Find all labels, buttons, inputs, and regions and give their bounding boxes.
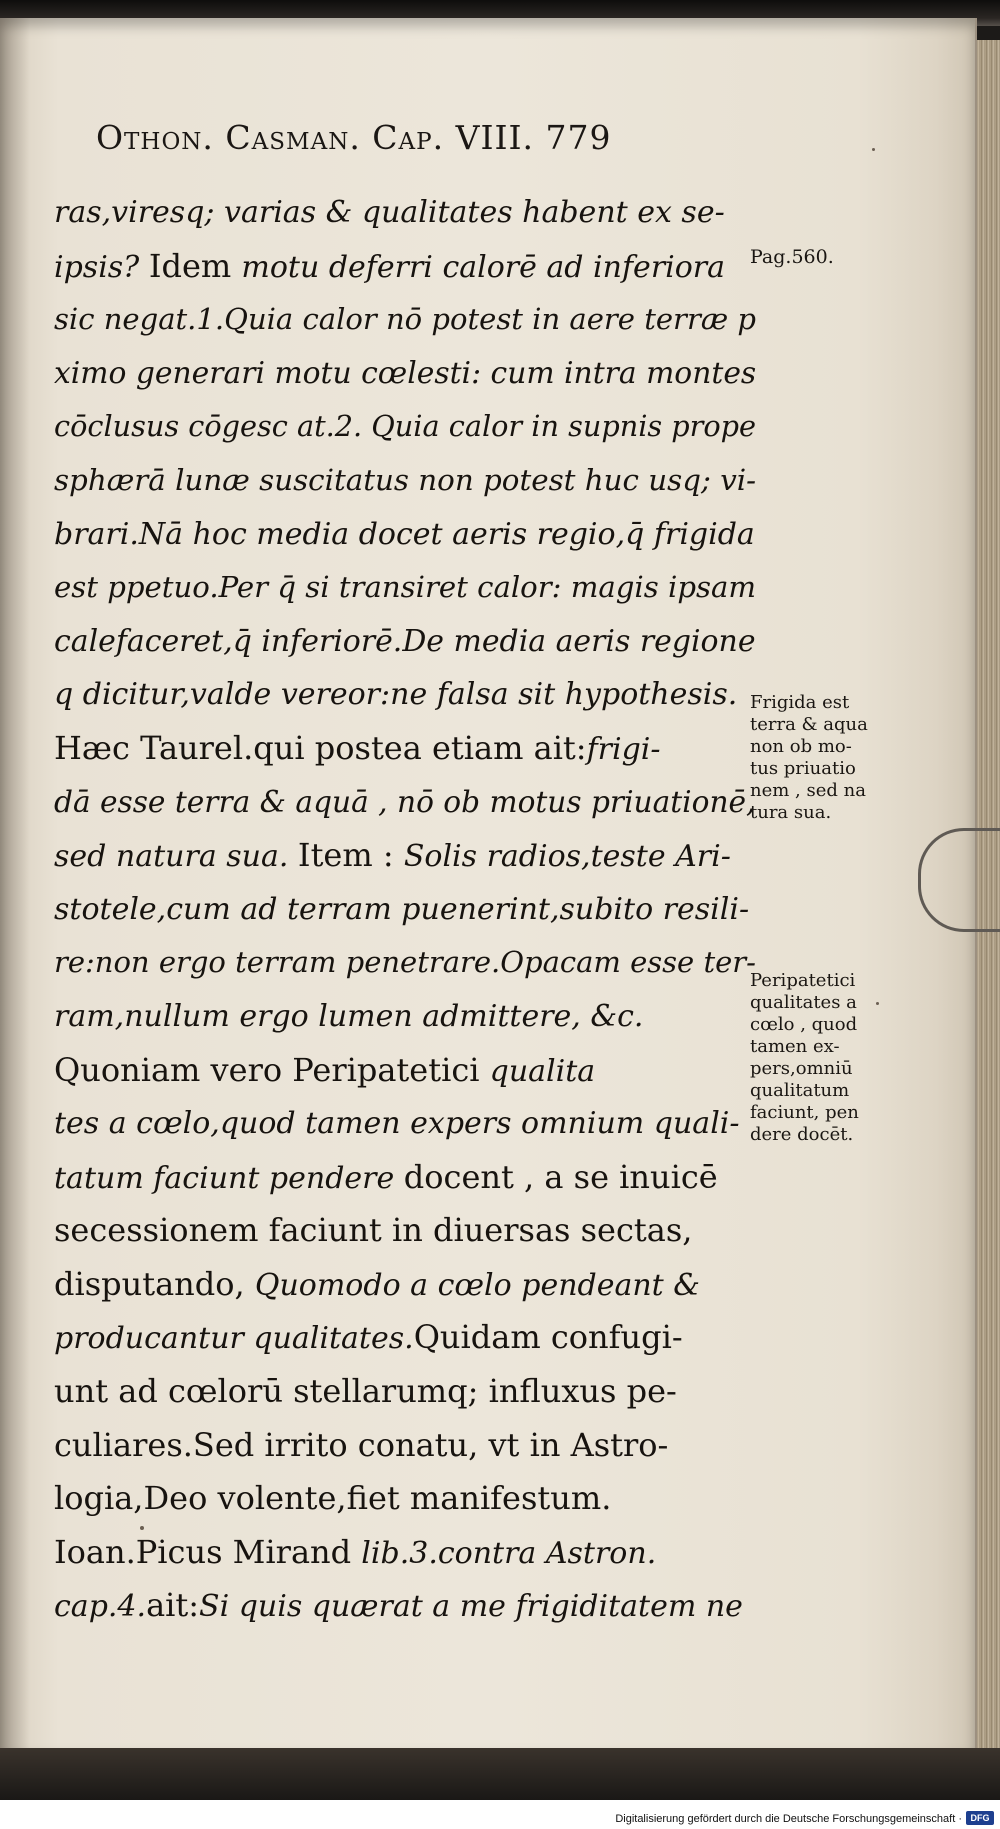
paper-speck (872, 148, 875, 151)
italic-segment: re:non ergo terram penetrare.Opacam esse ter- (54, 945, 756, 980)
text-line (54, 1151, 756, 1205)
text-line (54, 240, 756, 294)
roman-segment: Quidam confugi- (413, 1318, 683, 1357)
italic-segment: Quomodo a cœlo pendeant & (254, 1267, 700, 1303)
bookmark-clip (918, 828, 1000, 932)
text-line (54, 400, 756, 454)
margin-note-line: terra & aqua (750, 714, 868, 735)
roman-segment: ait: (146, 1586, 200, 1625)
italic-segment: cap.4. (54, 1589, 147, 1625)
italic-segment: producantur qualitates. (54, 1321, 414, 1357)
margin-note-line: Pag.560. (750, 246, 834, 268)
text-line (54, 1365, 756, 1419)
text-line (54, 883, 756, 937)
italic-segment: stotele,cum ad terram puenerint,subito resili- (54, 891, 750, 927)
italic-segment: dā esse terra & aquā , nō ob motus priuationē, (54, 784, 756, 819)
margin-note-line: dere docēt. (750, 1124, 854, 1145)
text-line (54, 829, 756, 883)
margin-note-line: Peripatetici (750, 970, 856, 991)
text-line (54, 990, 756, 1044)
text-line (54, 1311, 756, 1365)
text-line (54, 293, 756, 347)
italic-segment: sphærā lunæ suscitatus non potest huc usq; vi- (54, 462, 756, 497)
roman-segment: Ioan.Picus Mirand (54, 1532, 362, 1571)
scan-bottom-edge (0, 1748, 1000, 1800)
running-head: Othon. Casman. Cap. VIII. 779 (96, 118, 612, 157)
gutter-shadow (0, 18, 30, 1748)
text-line (54, 561, 756, 615)
italic-segment: ximo generari motu cœlesti: cum intra montes (54, 355, 756, 391)
text-line (54, 615, 756, 669)
margin-note-line: qualitates a (750, 992, 857, 1013)
text-line (54, 1472, 756, 1526)
margin-note-line: tamen ex- (750, 1036, 840, 1057)
italic-segment: calefaceret,q̄ inferiorē.De media aeris regione (54, 623, 756, 659)
roman-segment: docent , a se inuicē (403, 1157, 718, 1196)
text-line (54, 347, 756, 401)
italic-segment: ram,nullum ergo lumen admittere, &c. (54, 998, 644, 1034)
margin-note-line: tus priuatio (750, 758, 856, 779)
text-line (54, 1097, 756, 1151)
italic-segment: tes a cœlo,quod tamen expers omnium quali- (54, 1106, 740, 1142)
italic-segment: lib.3.contra Astron. (361, 1535, 657, 1571)
paper-speck (140, 1526, 144, 1530)
margin-note-line: nem , sed na (750, 780, 866, 801)
margin-note-line: cœlo , quod (750, 1014, 858, 1035)
italic-segment: sic negat.1.Quia calor nō potest in aere terræ p (54, 302, 756, 337)
dfg-logo: DFG (966, 1811, 994, 1825)
roman-segment: logia,Deo volente,fiet manifestum. (54, 1479, 612, 1518)
italic-segment: ipsis? (54, 249, 149, 285)
margin-note-peripatetici (750, 970, 859, 1146)
roman-segment: secessionem faciunt in diuersas sectas, (54, 1211, 693, 1250)
roman-segment: Idem (148, 246, 242, 285)
italic-segment: tatum faciunt pendere (54, 1160, 404, 1196)
italic-segment: Si quis quærat a me frigiditatem ne (199, 1589, 743, 1625)
text-line (54, 1044, 756, 1098)
italic-segment: ras,viresq; varias & qualitates habent ex se- (54, 195, 725, 230)
margin-note-line: Frigida est (750, 692, 850, 713)
roman-segment: unt ad cœlorū stellarumq; influxus pe- (54, 1372, 677, 1411)
text-line (54, 668, 756, 722)
italic-segment: motu deferri calorē ad inferiora (241, 249, 726, 285)
text-line (54, 1579, 756, 1633)
margin-note-line: non ob mo- (750, 736, 852, 757)
italic-segment: q dicitur,valde vereor:ne falsa sit hypothesis. (54, 677, 738, 713)
margin-note-frigida (750, 692, 868, 824)
text-line (54, 722, 756, 776)
roman-segment: culiares.Sed irrito conatu, vt in Astro- (54, 1425, 669, 1464)
text-line (54, 1526, 756, 1580)
text-line (54, 936, 756, 990)
margin-note-line: pers,omniū (750, 1058, 853, 1079)
text-line (54, 508, 756, 562)
italic-segment: Solis radios,teste Ari- (403, 839, 731, 875)
roman-segment: Hæc Taurel.qui postea etiam ait: (54, 728, 587, 767)
footer-credit: Digitalisierung gefördert durch die Deutsche Forschungsgemeinschaft · (615, 1813, 962, 1825)
text-line (54, 1258, 756, 1312)
text-line (54, 1204, 756, 1258)
margin-note-page-ref (750, 246, 834, 268)
margin-note-line: faciunt, pen (750, 1102, 859, 1123)
italic-segment: brari.Nā hoc media docet aeris regio,q̄ frigida (54, 516, 755, 552)
paper-speck (876, 1002, 879, 1005)
italic-segment: qualita (489, 1053, 596, 1089)
italic-segment: sed natura sua. (54, 839, 298, 875)
text-line (54, 776, 756, 830)
italic-segment: est ppetuo.Per q̄ si transiret calor: magis ipsam (54, 570, 756, 605)
roman-segment: Item : (297, 836, 404, 875)
margin-note-line: qualitatum (750, 1080, 850, 1101)
text-line (54, 454, 756, 508)
roman-segment: disputando, (54, 1264, 255, 1303)
text-line (54, 186, 756, 240)
italic-segment: cōclusus cōgesc at.2. Quia calor in supnis prope (54, 409, 756, 444)
text-line (54, 1419, 756, 1473)
roman-segment: Quoniam vero Peripatetici (54, 1050, 490, 1089)
body-text (54, 186, 756, 1633)
margin-note-line: tura sua. (750, 802, 832, 823)
italic-segment: frigi- (586, 731, 661, 767)
